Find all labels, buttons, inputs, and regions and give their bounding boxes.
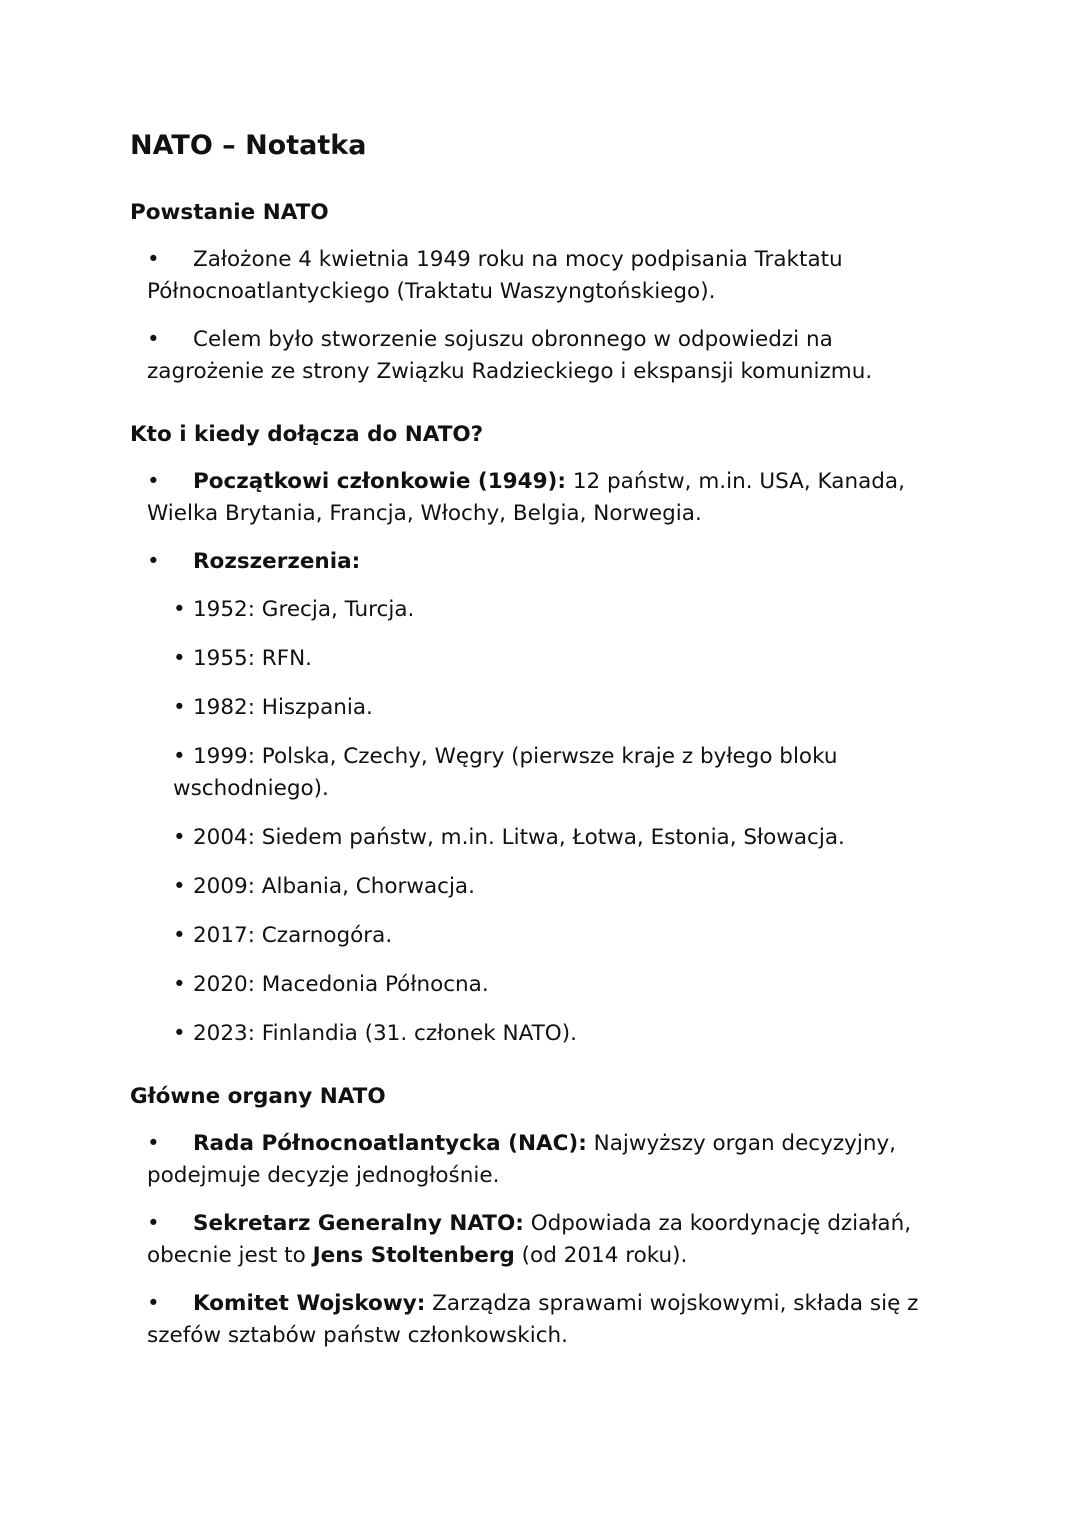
bullet-icon: • <box>173 1021 186 1046</box>
item-text: 1952: Grecja, Turcja. <box>193 597 415 622</box>
item-text: 2017: Czarnogóra. <box>193 923 393 948</box>
bullet-icon: • <box>173 972 186 997</box>
page-title: NATO – Notatka <box>130 130 367 161</box>
item-text: Założone 4 kwietnia 1949 roku na mocy podpisania Traktatu Północnoatlantyckiego (Traktatu Waszyngtońskiego). <box>147 247 843 304</box>
list-item <box>147 1128 930 1192</box>
enlargement-list <box>130 594 930 1050</box>
list-item <box>147 546 930 578</box>
person-name: Jens Stoltenberg <box>312 1243 515 1268</box>
item-text: 2004: Siedem państw, m.in. Litwa, Łotwa, Estonia, Słowacja. <box>193 825 845 850</box>
bullet-icon: • <box>173 874 186 899</box>
enlargement-item <box>173 871 930 903</box>
bullet-icon: • <box>173 923 186 948</box>
list-item <box>147 1288 930 1352</box>
item-label: Rozszerzenia: <box>193 549 361 574</box>
section-heading: Powstanie NATO <box>130 200 329 225</box>
list-item <box>147 1208 930 1272</box>
item-text: 2023: Finlandia (31. członek NATO). <box>193 1021 577 1046</box>
item-text: 1999: Polska, Czechy, Węgry (pierwsze kraje z byłego bloku wschodniego). <box>173 744 838 801</box>
section-members <box>130 420 930 1050</box>
enlargement-item <box>173 594 930 626</box>
bullet-icon: • <box>147 469 160 494</box>
item-label: Rada Północnoatlantycka (NAC): <box>193 1131 587 1156</box>
item-text: 1955: RFN. <box>193 646 313 671</box>
enlargement-item <box>173 969 930 1001</box>
item-text: Najwyższy organ decyzyjny, podejmuje decyzje jednogłośnie. <box>147 1131 897 1188</box>
enlargement-item <box>173 920 930 952</box>
bullet-icon: • <box>147 1291 160 1316</box>
item-text: Zarządza sprawami wojskowymi, składa się z szefów sztabów państw członkowskich. <box>147 1291 919 1348</box>
item-label: Komitet Wojskowy: <box>193 1291 426 1316</box>
bullet-icon: • <box>147 1131 160 1156</box>
bullet-icon: • <box>147 549 160 574</box>
bullet-icon: • <box>173 597 186 622</box>
item-text: (od 2014 roku). <box>514 1243 688 1268</box>
section-bodies <box>130 1082 930 1352</box>
bullet-icon: • <box>173 646 186 671</box>
item-label: Sekretarz Generalny NATO: <box>193 1211 524 1236</box>
enlargement-item <box>173 822 930 854</box>
list-item <box>147 324 930 388</box>
item-label: Początkowi członkowie (1949): <box>193 469 566 494</box>
section-heading: Kto i kiedy dołącza do NATO? <box>130 422 484 447</box>
bullet-icon: • <box>173 695 186 720</box>
item-text: 2009: Albania, Chorwacja. <box>193 874 475 899</box>
enlargement-item <box>173 1018 930 1050</box>
item-text: Odpowiada za koordynację działań, obecnie jest to <box>147 1211 912 1268</box>
bullet-icon: • <box>147 247 160 272</box>
bullet-icon: • <box>147 327 160 352</box>
item-text: 2020: Macedonia Północna. <box>193 972 489 997</box>
document-page <box>130 128 930 1384</box>
bullet-icon: • <box>147 1211 160 1236</box>
list-item <box>147 244 930 308</box>
enlargement-item <box>173 692 930 724</box>
section-founding <box>130 198 930 388</box>
item-text: Celem było stworzenie sojuszu obronnego w odpowiedzi na zagrożenie ze strony Związku Radzieckiego i ekspansji komunizmu. <box>147 327 873 384</box>
item-text: 12 państw, m.in. USA, Kanada, Wielka Brytania, Francja, Włochy, Belgia, Norwegia. <box>147 469 905 526</box>
enlargement-item <box>173 643 930 675</box>
enlargement-item <box>173 741 930 805</box>
bullet-icon: • <box>173 744 186 769</box>
section-heading: Główne organy NATO <box>130 1084 386 1109</box>
bullet-icon: • <box>173 825 186 850</box>
item-text: 1982: Hiszpania. <box>193 695 373 720</box>
list-item <box>147 466 930 530</box>
